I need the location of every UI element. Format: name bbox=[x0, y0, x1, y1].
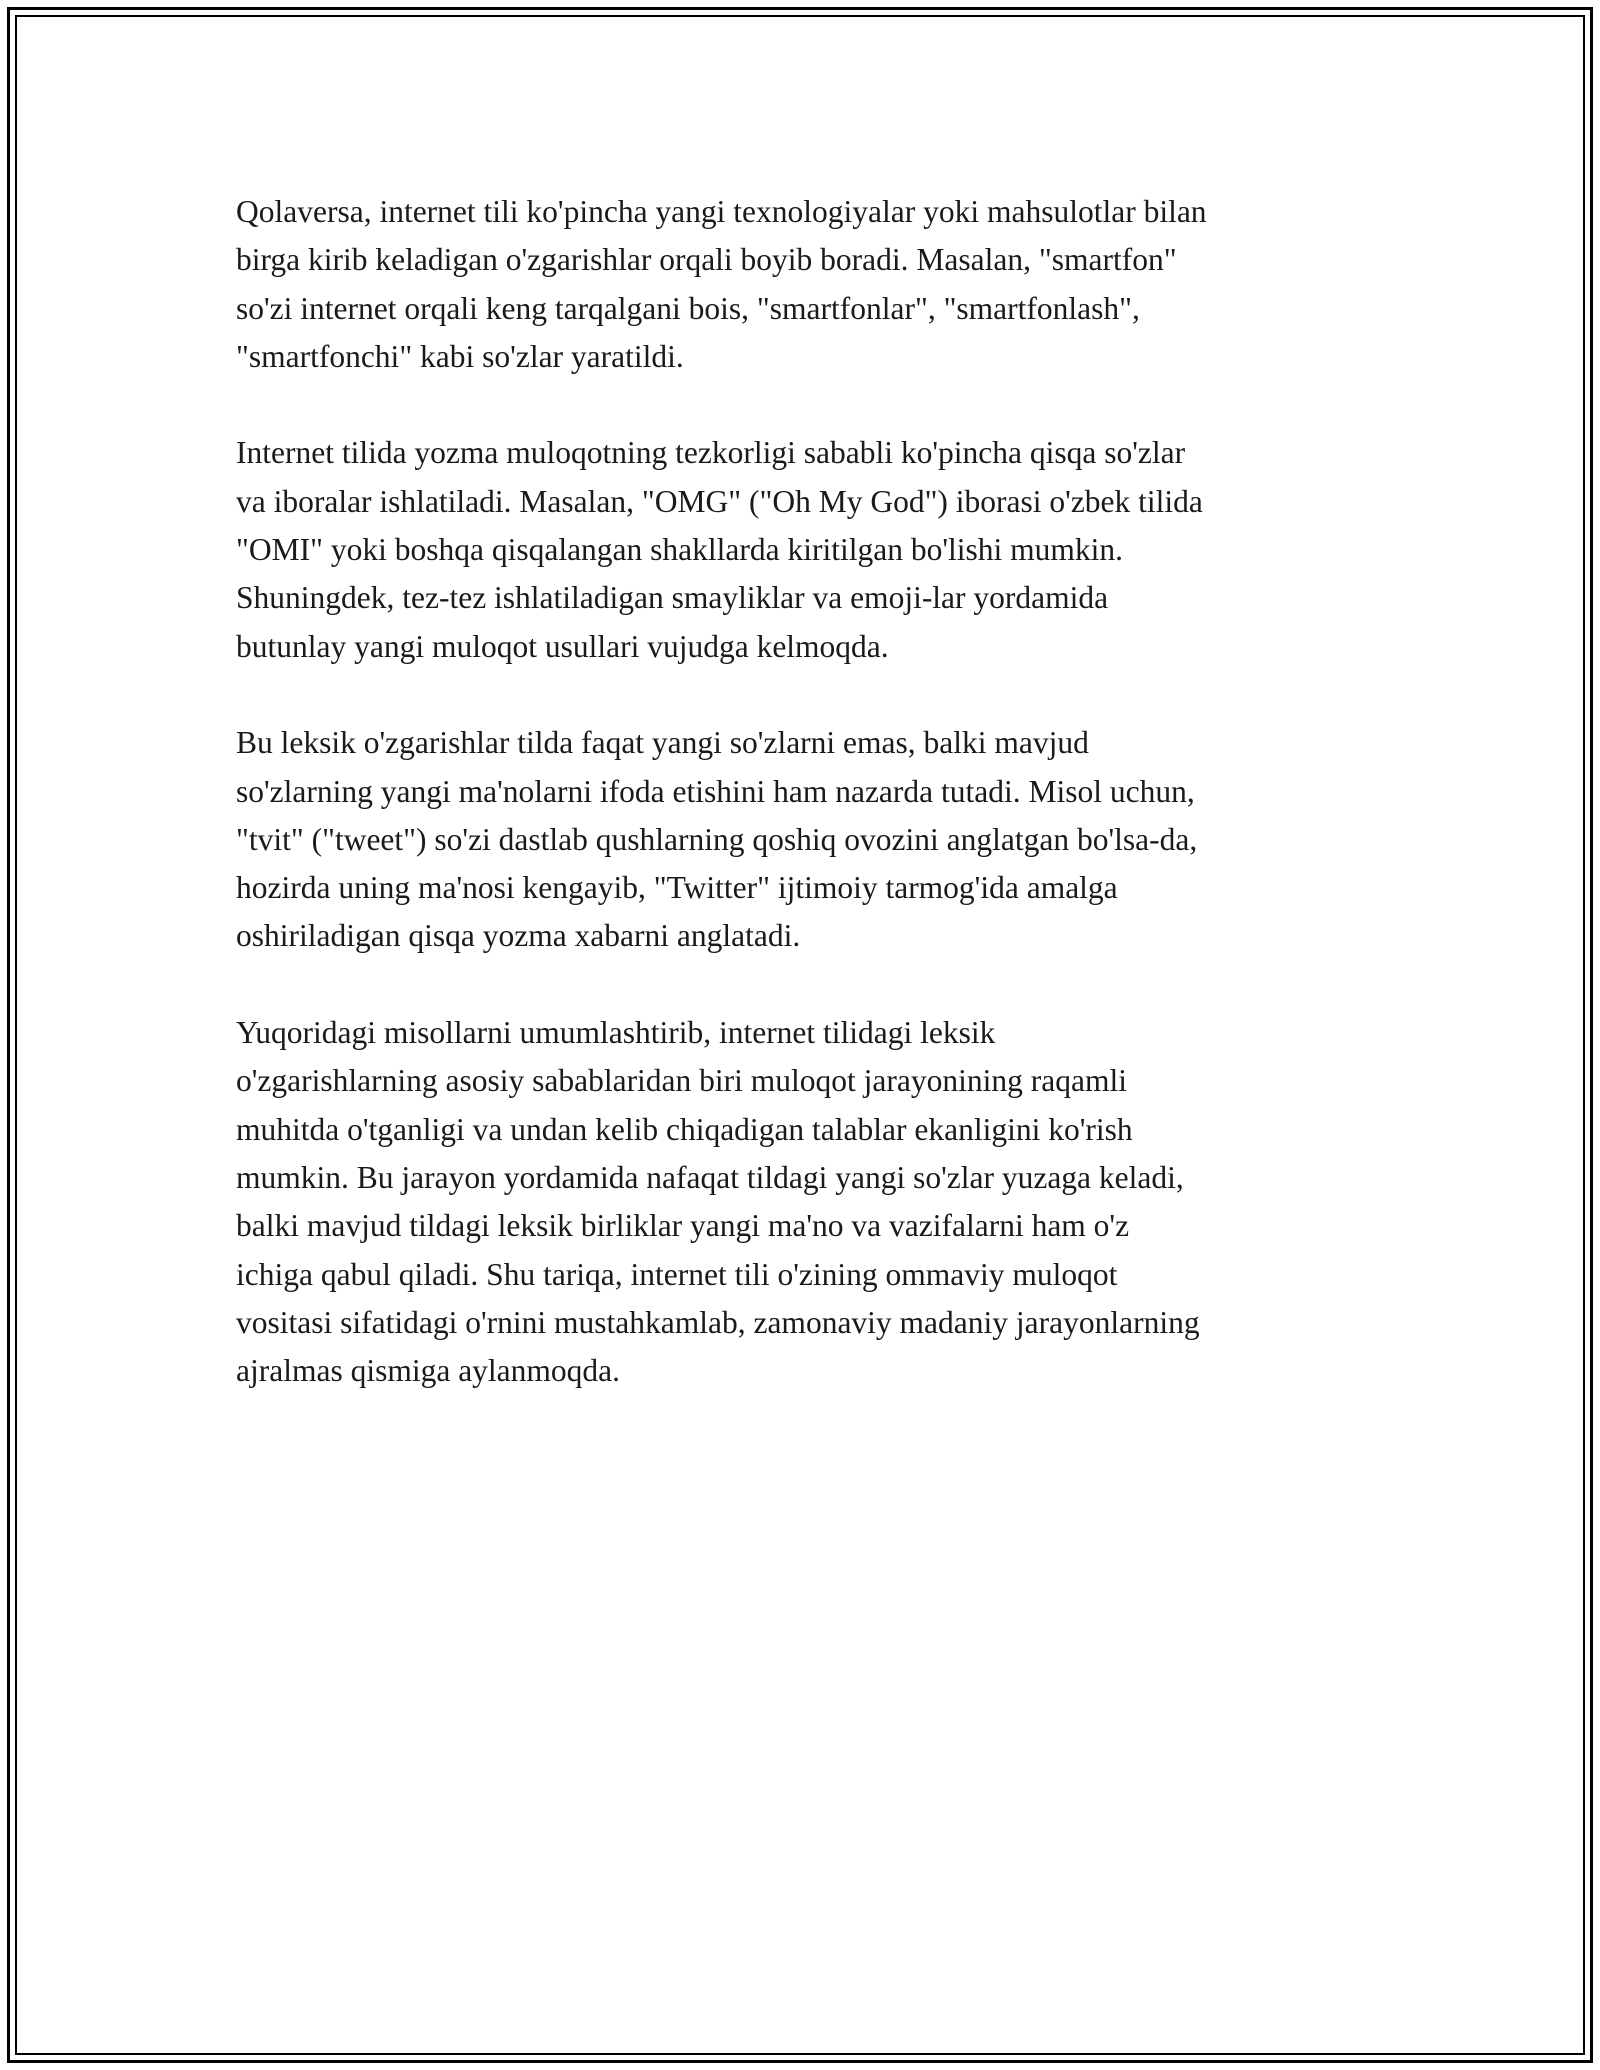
paragraph-line: Internet tilida yozma muloqotning tezkorligi sababli ko'pincha qisqa so'zlar bbox=[236, 435, 1186, 471]
paragraph-line: balki mavjud tildagi leksik birliklar yangi ma'no va vazifalarni ham o'z bbox=[236, 1208, 1130, 1244]
paragraph-line: oshiriladigan qisqa yozma xabarni anglatadi. bbox=[236, 918, 801, 954]
paragraph-line: Bu leksik o'zgarishlar tilda faqat yangi so'zlarni emas, balki mavjud bbox=[236, 725, 1089, 761]
paragraph-3 bbox=[236, 719, 1396, 960]
paragraph-line: o'zgarishlarning asosiy sabablaridan biri muloqot jarayonining raqamli bbox=[236, 1063, 1127, 1099]
paragraph-line: so'zlarning yangi ma'nolarni ifoda etishini ham nazarda tutadi. Misol uchun, bbox=[236, 773, 1195, 809]
paragraph-line: mumkin. Bu jarayon yordamida nafaqat tildagi yangi so'zlar yuzaga keladi, bbox=[236, 1159, 1184, 1195]
paragraph-line: Yuqoridagi misollarni umumlashtirib, internet tilidagi leksik bbox=[236, 1015, 996, 1051]
paragraph-1 bbox=[236, 188, 1396, 381]
paragraph-line: "smartfonchi" kabi so'zlar yaratildi. bbox=[236, 338, 684, 374]
paragraph-line: Qolaversa, internet tili ko'pincha yangi texnologiyalar yoki mahsulotlar bilan bbox=[236, 194, 1207, 229]
paragraph-line: "tvit" ("tweet") so'zi dastlab qushlarning qoshiq ovozini anglatgan bo'lsa-da, bbox=[236, 821, 1198, 857]
paragraph-line: ichiga qabul qiladi. Shu tariqa, internet tili o'zining ommaviy muloqot bbox=[236, 1256, 1118, 1292]
paragraph-line: vositasi sifatidagi o'rnini mustahkamlab, zamonaviy madaniy jarayonlarning bbox=[236, 1304, 1200, 1340]
paragraph-line: hozirda uning ma'nosi kengayib, "Twitter" ijtimoiy tarmog'ida amalga bbox=[236, 870, 1118, 906]
paragraph-line: butunlay yangi muloqot usullari vujudga kelmoqda. bbox=[236, 628, 889, 664]
document-body bbox=[236, 188, 1396, 1444]
paragraph-line: va iboralar ishlatiladi. Masalan, "OMG" ("Oh My God") iborasi o'zbek tilida bbox=[236, 483, 1203, 519]
paragraph-line: so'zi internet orqali keng tarqalgani bois, "smartfonlar", "smartfonlash", bbox=[236, 290, 1140, 326]
paragraph-line: Shuningdek, tez-tez ishlatiladigan smayliklar va emoji-lar yordamida bbox=[236, 580, 1109, 616]
paragraph-line: birga kirib keladigan o'zgarishlar orqali boyib boradi. Masalan, "smartfon" bbox=[236, 242, 1177, 278]
paragraph-4 bbox=[236, 1009, 1396, 1395]
paragraph-line: ajralmas qismiga aylanmoqda. bbox=[236, 1353, 621, 1389]
paragraph-line: muhitda o'tganligi va undan kelib chiqadigan talablar ekanligini ko'rish bbox=[236, 1111, 1133, 1147]
paragraph-line: "OMI" yoki boshqa qisqalangan shakllarda kiritilgan bo'lishi mumkin. bbox=[236, 532, 1124, 568]
paragraph-2 bbox=[236, 429, 1396, 670]
